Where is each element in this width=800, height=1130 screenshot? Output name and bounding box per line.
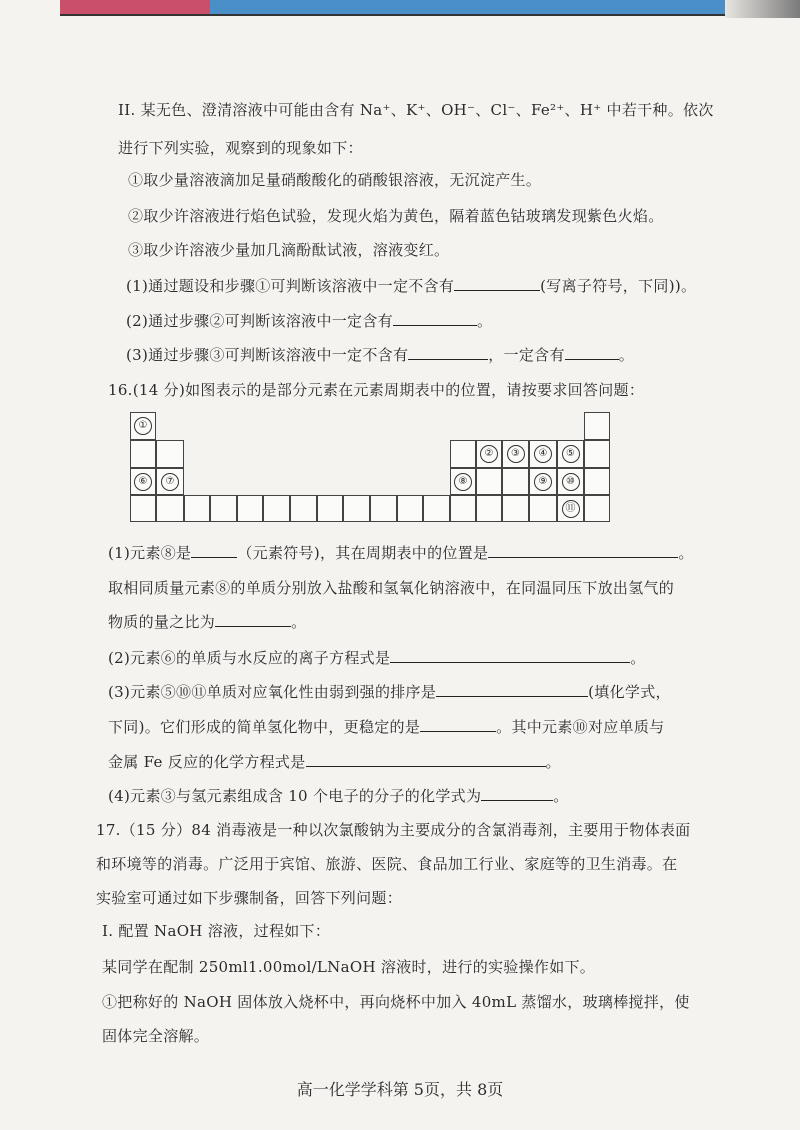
q16-p1-blank-ratio[interactable]: [215, 612, 291, 627]
pt-cell-r4-g13: [450, 495, 476, 522]
section-ii-step1: ①取少量溶液滴加足量硝酸酸化的硝酸银溶液，无沉淀产生。: [128, 171, 542, 189]
section-ii-q3: [126, 345, 634, 365]
q3-blank-not-contain[interactable]: [408, 345, 488, 360]
q16-part1-line2: 取相同质量元素⑧的单质分别放入盐酸和氢氧化钠溶液中，在同温同压下放出氢气的: [108, 579, 675, 597]
element-label-2: ②: [480, 445, 498, 463]
pt-cell-r4-g2: [156, 495, 184, 522]
element-label-5: ⑤: [562, 445, 580, 463]
q16-p3-blank-fe-equation[interactable]: [306, 752, 546, 767]
q1-note: (写离子符号，下同))。: [540, 277, 697, 295]
q3-text: (3)通过步骤③可判断该溶液中一定不含有: [126, 346, 409, 364]
section-ii-intro-line2: 进行下列实验，观察到的现象如下：: [118, 139, 363, 157]
pt-cell-r3-g2: [156, 468, 184, 495]
pt-cell-r4-g6: [263, 495, 290, 522]
element-label-6: ⑥: [134, 473, 152, 491]
q16-p1-text: (1)元素⑧是: [108, 544, 192, 562]
pt-cell-r4-g4: [210, 495, 237, 522]
pt-cell-r2-g2: [156, 440, 184, 468]
pt-cell-r3-g18: [584, 468, 610, 495]
q17-line6: ①把称好的 NaOH 固体放入烧杯中，再向烧杯中加入 40mL 蒸馏水，玻璃棒搅拌，使: [102, 993, 690, 1011]
q16-p1-blank-symbol[interactable]: [191, 543, 237, 558]
q3-mid: ，一定含有: [488, 346, 565, 364]
q16-p4-text: (4)元素③与氢元素组成含 10 个电子的分子的化学式为: [108, 787, 482, 805]
pt-cell-r4-g5: [237, 495, 263, 522]
pt-cell-r4-g14: [476, 495, 502, 522]
q16-part1-line3: [108, 612, 306, 632]
section-ii-q2: [126, 311, 492, 331]
pt-cell-r4-g8: [317, 495, 343, 522]
q16-p4-blank-formula[interactable]: [481, 786, 553, 801]
pt-cell-r2-g16: [529, 440, 557, 468]
element-label-4: ④: [534, 445, 552, 463]
element-label-11: ⑪: [562, 500, 580, 518]
pt-cell-r3-g1: [130, 468, 156, 495]
q16-p1-mid: （元素符号)，其在周期表中的位置是: [237, 544, 489, 562]
pt-cell-r3-g17: [557, 468, 584, 495]
q17-line4: I. 配置 NaOH 溶液，过程如下：: [102, 922, 331, 940]
q16-p3-note: (填化学式，: [588, 683, 671, 701]
q3-end: 。: [618, 346, 635, 364]
q16-p3-text: (3)元素⑤⑩⑪单质对应氧化性由弱到强的排序是: [108, 683, 437, 701]
element-label-8: ⑧: [454, 473, 472, 491]
q1-answer-blank[interactable]: [454, 276, 540, 291]
q16-part3-line2: [108, 717, 664, 737]
top-strip-rule: [60, 14, 725, 16]
element-label-3: ③: [507, 445, 525, 463]
top-color-strip: [0, 0, 800, 18]
q16-p1-ratio-text: 物质的量之比为: [108, 613, 216, 631]
pt-cell-r4-g15: [502, 495, 529, 522]
pt-cell-r2-g13: [450, 440, 476, 468]
q17-line5: 某同学在配制 250ml1.00mol/LNaOH 溶液时，进行的实验操作如下。: [102, 958, 596, 976]
pt-cell-r4-g7: [290, 495, 317, 522]
pt-cell-r4-g16: [529, 495, 557, 522]
q16-part3: [108, 682, 671, 702]
q16-p2-blank-equation[interactable]: [390, 648, 630, 663]
q17-line2: 和环境等的消毒。广泛用于宾馆、旅游、医院、食品加工行业、家庭等的卫生消毒。在: [96, 855, 678, 873]
pt-cell-r4-g17: [557, 495, 584, 522]
pt-cell-r1-g18: [584, 412, 610, 440]
q16-p2-text: (2)元素⑥的单质与水反应的离子方程式是: [108, 649, 391, 667]
pt-cell-r4-g9: [343, 495, 370, 522]
page-footer: 高一化学学科第 5页，共 8页: [296, 1080, 504, 1099]
pt-cell-r4-g1: [130, 495, 156, 522]
top-strip-blue: [210, 0, 725, 14]
pt-cell-r4-g10: [370, 495, 397, 522]
pt-cell-r3-g15: [502, 468, 529, 495]
q16-p1-end: 。: [678, 544, 694, 562]
element-label-10: ⑩: [562, 473, 580, 491]
q16-p3-l2-text: 下同)。它们形成的简单氢化物中，更稳定的是: [108, 718, 421, 736]
q16-header: 16.(14 分)如图表示的是部分元素在元素周期表中的位置，请按要求回答问题：: [108, 381, 645, 399]
q16-p3-l3-end: 。: [545, 753, 561, 771]
q3-blank-contain[interactable]: [565, 345, 619, 360]
q16-p1-ratio-end: 。: [291, 613, 307, 631]
section-ii-intro-line1: II. 某无色、澄清溶液中可能由含有 Na⁺、K⁺、OH⁻、Cl⁻、Fe²⁺、H⁺ 中若干种。依次: [118, 101, 714, 119]
pt-cell-r3-g16: [529, 468, 557, 495]
q16-part4: [108, 786, 569, 806]
q2-answer-blank[interactable]: [393, 311, 477, 326]
top-strip-red: [60, 0, 210, 14]
q17-line7: 固体完全溶解。: [102, 1027, 210, 1045]
pt-cell-r3-g13: [450, 468, 476, 495]
pt-cell-r2-g17: [557, 440, 584, 468]
section-ii-step2: ②取少许溶液进行焰色试验，发现火焰为黄色，隔着蓝色钴玻璃发现紫色火焰。: [128, 207, 664, 225]
pt-cell-r4-g12: [423, 495, 450, 522]
pt-cell-r4-g18: [584, 495, 610, 522]
top-strip-shadow: [725, 0, 800, 18]
q2-end: 。: [476, 312, 493, 330]
pt-cell-r2-g1: [130, 440, 156, 468]
pt-cell-r3-g14: [476, 468, 502, 495]
q16-p1-blank-position[interactable]: [488, 543, 678, 558]
q16-p3-l2-end: 。其中元素⑩对应单质与: [496, 718, 665, 736]
q16-p4-end: 。: [553, 787, 569, 805]
q17-line1: 17.（15 分）84 消毒液是一种以次氯酸钠为主要成分的含氯消毒剂，主要用于物体表面: [96, 821, 691, 839]
q2-text: (2)通过步骤②可判断该溶液中一定含有: [126, 312, 393, 330]
element-label-1: ①: [134, 417, 152, 435]
q1-text: (1)通过题设和步骤①可判断该溶液中一定不含有: [126, 277, 455, 295]
periodic-table-fragment: [130, 412, 610, 522]
pt-cell-r2-g15: [502, 440, 529, 468]
pt-cell-r2-g18: [584, 440, 610, 468]
q16-p3-l3-text: 金属 Fe 反应的化学方程式是: [108, 753, 306, 771]
q16-part3-line3: [108, 752, 561, 772]
q16-p2-end: 。: [630, 649, 646, 667]
q16-p3-blank-stable[interactable]: [420, 717, 496, 732]
q16-part2: [108, 648, 646, 668]
pt-cell-r4-g3: [184, 495, 210, 522]
pt-cell-r1-g1: [130, 412, 156, 440]
element-label-9: ⑨: [534, 473, 552, 491]
q16-p3-blank-order[interactable]: [436, 682, 588, 697]
q17-line3: 实验室可通过如下步骤制备，回答下列问题：: [96, 889, 403, 907]
section-ii-q1: [126, 276, 696, 296]
pt-cell-r4-g11: [397, 495, 423, 522]
pt-cell-r2-g14: [476, 440, 502, 468]
q16-part1: [108, 543, 694, 563]
section-ii-step3: ③取少许溶液少量加几滴酚酞试液，溶液变红。: [128, 241, 450, 259]
element-label-7: ⑦: [161, 473, 179, 491]
